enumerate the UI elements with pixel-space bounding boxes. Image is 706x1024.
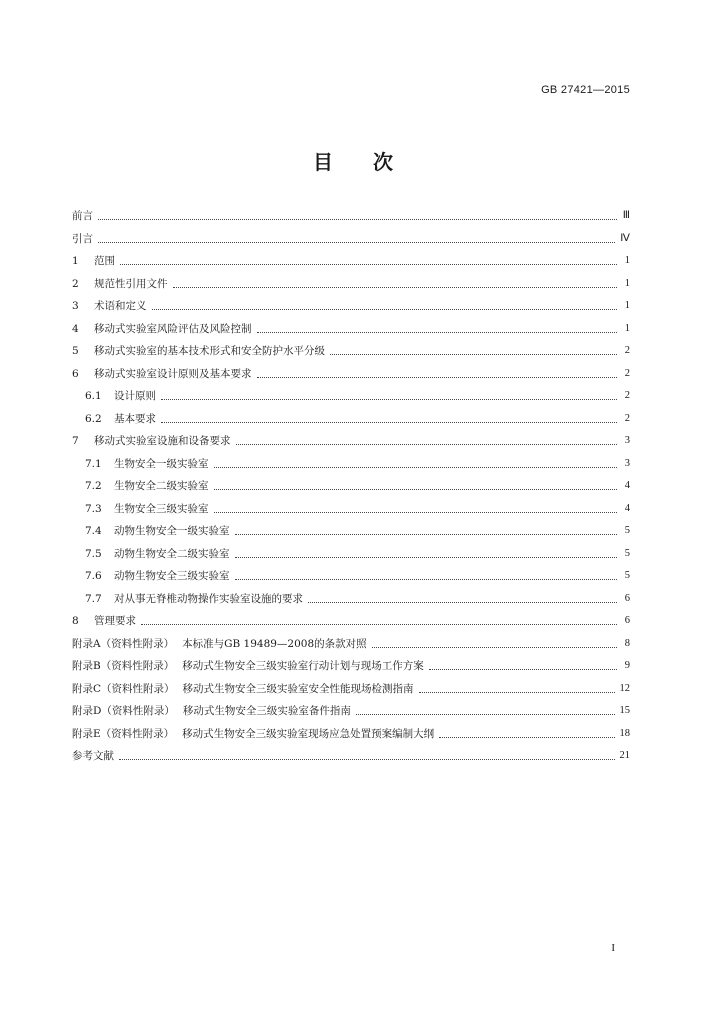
toc-entry-page: 1 xyxy=(624,322,630,334)
toc-entry-number: 7.6 xyxy=(85,570,102,582)
toc-entry-page: 18 xyxy=(619,727,630,739)
toc-dot-leader xyxy=(330,353,617,355)
toc-entry-number: 附录C（资料性附录） xyxy=(72,682,175,695)
toc-entry-label: 术语和定义 xyxy=(94,300,147,312)
toc-entry-number: 7 xyxy=(72,435,79,447)
toc-entry[interactable] xyxy=(72,700,630,723)
toc-entry-number: 7.3 xyxy=(85,502,102,515)
toc-entry[interactable] xyxy=(72,273,630,296)
toc-dot-leader xyxy=(173,286,618,288)
toc-entry-label: 移动式实验室设计原则及基本要求 xyxy=(94,367,252,380)
toc-entry-page: 1 xyxy=(624,300,630,311)
toc-entry[interactable] xyxy=(72,340,630,363)
toc-entry-label: 基本要求 xyxy=(114,412,156,425)
toc-dot-leader xyxy=(429,668,617,670)
toc-entry[interactable] xyxy=(72,295,630,318)
toc-dot-leader xyxy=(141,623,617,625)
toc-entry-number: 7.1 xyxy=(85,457,102,470)
page-number: I xyxy=(611,942,615,954)
toc-dot-leader xyxy=(257,331,618,333)
toc-entry[interactable] xyxy=(72,543,630,566)
toc-entry[interactable] xyxy=(72,588,630,611)
toc-entry-number: 7.2 xyxy=(85,480,102,492)
toc-entry-label: 设计原则 xyxy=(114,390,156,402)
toc-entry[interactable] xyxy=(72,363,630,386)
toc-entry-number: 7.4 xyxy=(85,525,102,537)
toc-entry-page: 8 xyxy=(624,637,630,649)
toc-entry-number: 1 xyxy=(72,255,79,267)
toc-entry-page: 5 xyxy=(624,570,630,581)
toc-entry-label: 动物生物安全三级实验室 xyxy=(114,570,230,582)
toc-entry-page: 2 xyxy=(624,390,630,401)
toc-entry-number: 6.2 xyxy=(85,412,102,425)
toc-entry-label: 管理要求 xyxy=(94,615,136,627)
toc-dot-leader xyxy=(98,241,615,243)
toc-entry[interactable] xyxy=(72,250,630,273)
toc-entry-number: 5 xyxy=(72,345,79,357)
table-of-contents xyxy=(72,205,630,768)
toc-dot-leader xyxy=(119,758,615,760)
toc-entry[interactable] xyxy=(72,723,630,746)
toc-entry-label: 动物生物安全一级实验室 xyxy=(114,525,230,537)
toc-entry-page: 3 xyxy=(624,457,630,469)
toc-dot-leader xyxy=(161,398,617,400)
toc-dot-leader xyxy=(356,713,615,715)
toc-entry-number: 附录E（资料性附录） xyxy=(72,727,175,740)
toc-entry[interactable] xyxy=(72,633,630,656)
toc-entry-page: 4 xyxy=(624,502,630,514)
toc-entry-label: 对从事无脊椎动物操作实验室设施的要求 xyxy=(114,592,303,605)
toc-entry-number: 附录B（资料性附录） xyxy=(72,660,175,672)
toc-entry-page: 5 xyxy=(624,525,630,536)
toc-entry-page: 21 xyxy=(619,750,630,761)
toc-dot-leader xyxy=(439,736,614,738)
toc-entry[interactable] xyxy=(72,205,630,228)
toc-entry-label: 本标准与GB 19489—2008的条款对照 xyxy=(182,637,367,650)
toc-entry-label: 引言 xyxy=(72,232,93,245)
toc-entry-number: 7.7 xyxy=(85,592,102,605)
toc-entry[interactable] xyxy=(72,408,630,431)
toc-dot-leader xyxy=(235,578,618,580)
toc-dot-leader xyxy=(98,218,617,220)
toc-entry-label: 移动式实验室设施和设备要求 xyxy=(94,435,231,447)
toc-entry-page: 15 xyxy=(619,705,630,716)
toc-entry-label: 移动式生物安全三级实验室备件指南 xyxy=(182,705,351,717)
toc-entry[interactable] xyxy=(72,678,630,701)
toc-entry[interactable] xyxy=(72,385,630,408)
toc-dot-leader xyxy=(214,488,618,490)
toc-dot-leader xyxy=(235,533,618,535)
toc-dot-leader xyxy=(308,601,617,603)
toc-entry[interactable] xyxy=(72,610,630,633)
toc-entry-label: 动物生物安全二级实验室 xyxy=(114,547,230,560)
page-title: 目次 xyxy=(313,150,433,174)
toc-dot-leader xyxy=(419,691,615,693)
toc-entry-page: 9 xyxy=(624,660,630,671)
toc-entry[interactable] xyxy=(72,318,630,341)
toc-dot-leader xyxy=(214,466,618,468)
toc-entry-number: 4 xyxy=(72,322,79,335)
toc-entry-page: 4 xyxy=(624,480,630,491)
toc-entry-number: 8 xyxy=(72,615,79,627)
toc-entry-label: 规范性引用文件 xyxy=(94,277,168,290)
toc-entry-label: 生物安全一级实验室 xyxy=(114,457,209,470)
toc-entry[interactable] xyxy=(72,475,630,498)
toc-entry[interactable] xyxy=(72,498,630,521)
toc-entry-label: 参考文献 xyxy=(72,750,114,762)
toc-entry[interactable] xyxy=(72,745,630,768)
toc-entry[interactable] xyxy=(72,520,630,543)
toc-entry-label: 移动式生物安全三级实验室安全性能现场检测指南 xyxy=(182,682,414,695)
toc-entry-number: 7.5 xyxy=(85,547,102,560)
toc-entry-number: 6.1 xyxy=(85,390,102,402)
toc-entry-label: 移动式生物安全三级实验室现场应急处置预案编制大纲 xyxy=(182,727,435,740)
toc-dot-leader xyxy=(152,308,618,310)
toc-dot-leader xyxy=(120,263,617,265)
toc-entry-number: 3 xyxy=(72,300,79,312)
toc-entry-label: 生物安全二级实验室 xyxy=(114,480,209,492)
toc-dot-leader xyxy=(372,646,617,648)
toc-entry[interactable] xyxy=(72,228,630,251)
toc-entry-page: 5 xyxy=(624,547,630,559)
toc-entry-label: 范围 xyxy=(94,255,115,267)
toc-entry-page: 2 xyxy=(624,412,630,424)
toc-dot-leader xyxy=(257,376,618,378)
toc-entry-page: Ⅲ xyxy=(622,210,630,221)
toc-entry-page: 1 xyxy=(624,277,630,289)
toc-entry-label: 移动式生物安全三级实验室行动计划与现场工作方案 xyxy=(182,660,424,672)
toc-dot-leader xyxy=(214,511,618,513)
toc-entry-page: 12 xyxy=(619,682,630,694)
toc-entry-page: 3 xyxy=(624,435,630,446)
toc-entry-number: 附录A（资料性附录） xyxy=(72,637,175,650)
toc-entry[interactable] xyxy=(72,453,630,476)
toc-entry-number: 附录D（资料性附录） xyxy=(72,705,175,717)
toc-entry-page: 2 xyxy=(624,367,630,379)
toc-dot-leader xyxy=(236,443,618,445)
toc-entry-page: 6 xyxy=(624,592,630,604)
toc-entry-label: 移动式实验室风险评估及风险控制 xyxy=(94,322,252,335)
toc-entry-page: 1 xyxy=(624,255,630,266)
toc-entry-page: 6 xyxy=(624,615,630,626)
toc-entry-number: 2 xyxy=(72,277,79,290)
standard-code: GB 27421—2015 xyxy=(541,84,630,96)
toc-entry-page: 2 xyxy=(624,345,630,356)
toc-entry-label: 前言 xyxy=(72,210,93,222)
toc-dot-leader xyxy=(235,556,618,558)
toc-dot-leader xyxy=(161,421,617,423)
toc-entry[interactable] xyxy=(72,430,630,453)
toc-entry-number: 6 xyxy=(72,367,79,380)
toc-entry[interactable] xyxy=(72,565,630,588)
toc-entry-page: Ⅳ xyxy=(620,232,630,244)
toc-entry[interactable] xyxy=(72,655,630,678)
toc-entry-label: 移动式实验室的基本技术形式和安全防护水平分级 xyxy=(94,345,325,357)
toc-entry-label: 生物安全三级实验室 xyxy=(114,502,209,515)
